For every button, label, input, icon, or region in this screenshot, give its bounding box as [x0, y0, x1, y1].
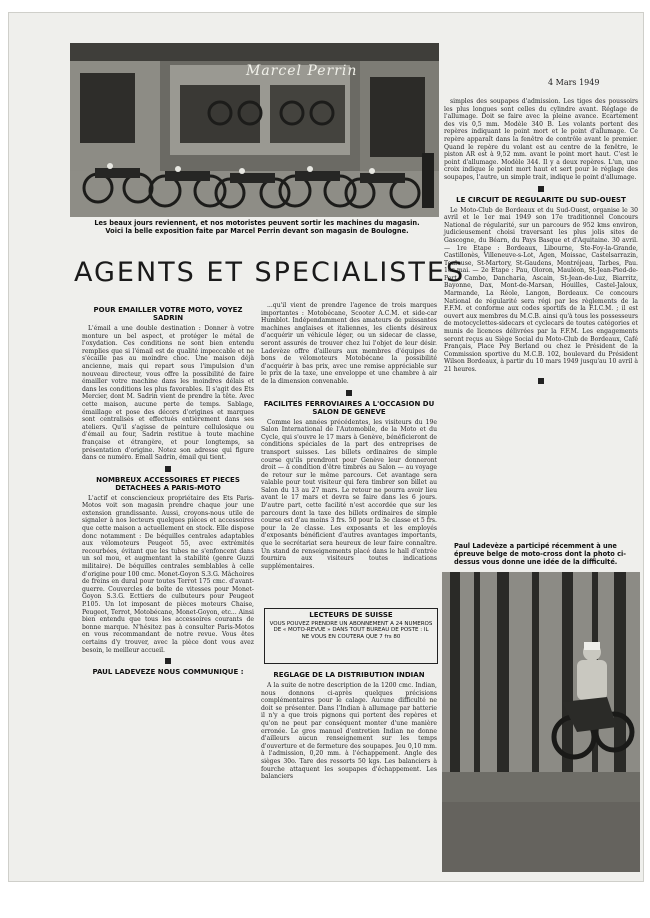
right-column-top — [444, 98, 638, 386]
main-title: AGENTS ET SPECIALISTES — [74, 257, 466, 288]
issue-date: 4 Mars 1949 — [548, 78, 600, 87]
circuit-text: Le Moto-Club de Bordeaux et du Sud-Ouest, organise le 30 avril et le 1er mai 1949 son 17e traditionnel Concours National de régularité, sur un parcours de 952 kms environ, judicieusement choisi traversant les plus jolis sites de Gascogne, du Béarn, du Pays Basque et d'Aquitaine. 30 avril. — 1re Etape : Bordeaux, Libourne, Ste-Foy-la-Grande, Castillonès, Villeneuve-s-Lot, Agen, Moissac, Castelsarrazin, Toulouse, St-Martory, St-Gaudens, Montréjeau, Tarbes, Pau. 1er mai. — 2e Etape : Pau, Oloron, Mauléon, St-Jean-Pied-de-Port, Cambo, Dancharia, Ascain, St-Jean-de-Luz, Biarritz, Bayonne, Dax, Mont-de-Marsan, Houilles, Castel-Jaloux, Marmande, La Réole, Langon, Bordeaux. Ce concours National de régularité sera régi par les règlements de la F.F.M. et conforme aux codes sportifs de la F.I.C.M. ; il est ouvert aux membres du M.C.B. ainsi qu'à tous les possesseurs de motocyclettes-sidecars et cyclecars de toutes catégories et munis de licences délivrées par la F.F.M. Les engagements seront reçus au Siège Social du Moto-Club de Bordeaux, Café Français, Place Pey Berland ou chez le Président de la Commission sportive du M.C.B. 102, boulevard du Président Wilson Bordeaux, à partir du 10 mars 1949 jusqu'au 10 avril à 21 heures. — [444, 206, 638, 373]
top-photo-caption: Les beaux jours reviennent, et nos motoristes peuvent sortir les machines du magasin. Voici la belle exposition faite par Marcel Perrin devant son magasin de Boulogne. — [94, 219, 420, 235]
ladeveze-title: PAUL LADEVEZE NOUS COMMUNIQUE : — [92, 668, 244, 677]
column-1 — [82, 302, 254, 679]
right-photo-caption: Paul Ladevèze a participé récemment à une épreuve belge de moto-cross dont la photo ci-dessus vous donne une idée de la difficulté. — [454, 542, 626, 566]
section-separator — [538, 186, 544, 192]
ladeveze-text: ...qu'il vient de prendre l'agence de trois marques importantes : Motobécane, Scooter A.C.M. et side-car Humblot. Indépendamment des amateurs de puissantes machines anglaises et italiennes, les clients désireux d'acquérir un véhicule léger, ou un sidecar de classe, seront assurés de trouver chez lui l'objet de leur désir. Ladevèze offre d'ailleurs aux membres d'équipes de bons de vélomoteurs Motobécane la possibilité d'acquérir à bas prix, avec une remise appréciable sur le prix de la taxe, une enveloppe et une chambre à air de la dimension convenable. — [261, 302, 437, 385]
circuit-title: LE CIRCUIT DE REGULARITE DU SUD-OUEST — [456, 195, 626, 204]
paris-moto-title: NOMBREUX ACCESSOIRES ET PIECES DETACHEES A PARIS-MOTO — [96, 475, 240, 492]
geneve-title: FACILITES FERROVIAIRES A L'OCCASION DU SALON DE GENEVE — [263, 399, 435, 416]
shop-sign-text: Marcel Perrin — [246, 63, 358, 79]
sadrin-title: POUR EMAILLER VOTRE MOTO, VOYEZ SADRIN — [93, 306, 243, 322]
paris-moto-text: L'actif et consciencieux propriétaire des Ets Paris-Motos voit son magasin prendre chaque jour une extension grandissante. Aussi, croyons-nous utile de signaler à nos lecteurs quelques pièces et accessoires que cette maison a actuellement en stock. Elle dispose donc notamment : De béquilles centrales adaptables aux vélomoteurs Peugeot 55, avec extrémités recourbées, évitant que les tubes ne s'enfoncent dans un sol mou, et augmentant la stabilité (genre Guzzi militaire). De béquilles centrales semblables à celle d'origine pour 100 cmc. Monet-Goyon S.3.G. Mâchoires de freins en dural pour toutes Terrot 175 cmc. d'avant-guerre. Couvercles de boîte de vitesses pour Monet-Goyon S.3.G. Ecttiers de culbuteurs pour Peugeot P.105. Un lot imposant de pièces moteurs Chaise, Peugeot, Terrot, Motobécane, Monet-Goyon, etc... Ainsi bien entendu que tous les accessoires courants de bonne marque. N'hésitez pas à consulter Paris-Motos en vous recommandant de notre revue. Vous êtes certains d'y trouver, avec la pièce dont vous avez besoin, le meilleur accueil. — [82, 494, 254, 654]
magazine-page — [8, 12, 644, 882]
indian-continued-text: simples des soupapes d'admission. Les tiges des poussoirs les plus longues sont celles du cylindre avant. Réglage de l'allumage. Doit se faire avec la pleine avance. Ecartement des vis 0,5 mm. Modèle 340 B. Les volants portent des repères indiquant le point mort et le point d'allumage. Ce repère apparaît dans la fenêtre de contrôle avant le premier. Quand le repère du volant est au centre de la fenêtre, le piston AR est à 9,52 mm. avant le point mort haut. C'est le point d'allumage. Modèle 344. Il y a deux repères. L'un, une croix indique le point mort haut et sert pour le réglage des soupapes, l'autre, un simple trait, indique le point d'allumage. — [444, 98, 638, 181]
sadrin-text: L'émail a une double destination : Donner à votre monture un bel aspect, et protéger le métal de l'oxydation. Ces conditions ne sont bien entendu remplies que si l'émail est de qualité impeccable et ne s'écaille pas au moindre choc. Une maison déjà ancienne, mais qui repart sous l'impulsion d'un nouveau directeur, vous offre la possibilité de faire émailler votre machine dans les moindres délais et dans les conditions les plus favorables. Il s'agit des Ets Mercier, dont M. Sadrin vient de prendre la tête. Avec cette maison, aucune perte de temps. Sablage, émaillage et pose des décors d'origines et marques sont centralisés et effectués entièrement dans ses ateliers. Qu'il s'agisse de peinture cellulosique ou d'émail au four, Sadrin restitue à toute machine française et étrangère, et pour longtemps, sa présentation d'origine. Notez son adresse qui figure dans ce numéro. Emall Sadrin, émail qui tient. — [82, 325, 254, 462]
shop-photo — [70, 43, 439, 217]
indian-title: REGLAGE DE LA DISTRIBUTION INDIAN — [273, 671, 425, 679]
indian-text: A la suite de notre description de la 1200 cmc. Indian, nous donnons ci-après quelques précisions complémentaires pour le calage. Aucune difficulté ne doit se présenter. Dans l'Indian à allumage par batterie il n'y a que trois pignons qui portent des repères et qu'on ne peut par conséquent monter d'une manière erronée. Le gros manuel d'entretien Indian ne donne d'ailleurs aucun renseignement sur les temps d'ouverture et de fermeture des soupapes. Jeu 0,10 mm. à l'admission, 0,20 mm. à l'échappement. Angle des sièges 30o. Tare des ressorts 50 kgs. Les balanciers à fourche attaquent les soupapes d'échappement. Les balanciers — [261, 682, 437, 781]
swiss-box-title: LECTEURS DE SUISSE — [309, 611, 393, 619]
section-separator — [165, 466, 171, 472]
section-separator — [538, 378, 544, 384]
section-separator — [346, 390, 352, 396]
swiss-box-text: VOUS POUVEZ PRENDRE UN ABONNEMENT A 24 NUMEROS DE « MOTO-REVUE » DANS TOUT BUREAU DE POSTE : IL NE VOUS EN COUTERA QUE 7 frs 80 — [269, 620, 433, 640]
column-2-bottom — [261, 667, 437, 783]
motocross-photo-illustration — [442, 572, 640, 872]
section-separator — [165, 658, 171, 664]
geneve-text: Comme les années précédentes, les visiteurs du 19e Salon International de l'Automobile, de la Moto et du Cycle, qui s'ouvre le 17 mars à Genève, bénéficieront de conditions spéciales de la part des entreprises de transport suisses. Les billets ordinaires de simple course qu'ils prendront pour Genève leur donneront droit — à condition d'être timbrés au Salon — au voyage de retour sur le même parcours. Cet avantage sera valable pour tout visiteur qui fera timbrer son billet au Salon du 13 au 27 mars. Le retour ne pourra avoir lieu avant le 17 mars et devra se faire dans les 6 jours. D'autre part, cette facilité n'est accordée que sur les parcours dont la taxe des billets ordinaires de simple course est d'au moins 3 frs. 50 pour la 3e classe et 5 frs. pour la 2e classe. Les exposants et les employés d'exposants bénéficient d'autres avantages importants, que le secrétariat sera heureux de leur faire connaître. Un stand de renseignements placé dans le hall d'entrée fournira aux visiteurs toutes indications supplémentaires. — [261, 418, 437, 570]
column-2 — [261, 302, 437, 572]
motocross-photo — [442, 572, 640, 872]
swiss-subscription-box — [264, 608, 438, 664]
